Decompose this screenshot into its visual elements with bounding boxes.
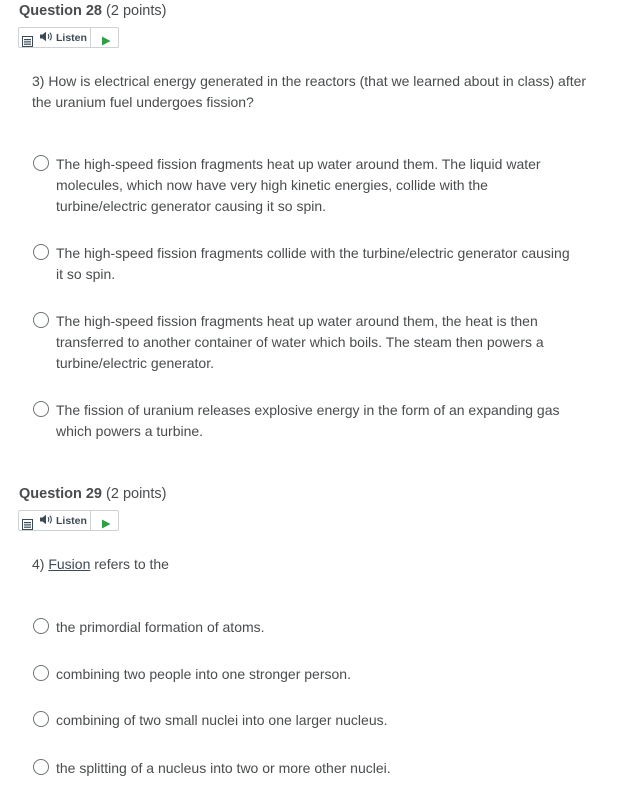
- fusion-term: Fusion: [48, 556, 91, 572]
- document-icon[interactable]: [22, 34, 33, 45]
- option-label: the primordial formation of atoms.: [56, 619, 265, 635]
- question-28-option-1[interactable]: [33, 154, 578, 217]
- question-29-option-2[interactable]: [33, 664, 578, 685]
- listen-label: Listen: [56, 31, 87, 44]
- question-28-stem: [32, 71, 592, 113]
- option-label: The high-speed fission fragments collide with the turbine/electric generator causing it so spin.: [56, 245, 570, 282]
- option-label: The high-speed fission fragments heat up water around them, the heat is then transferred to another container of water which boils. The steam then powers a turbine/electric generator.: [56, 313, 544, 371]
- option-label: The high-speed fission fragments heat up water around them. The liquid water molecules, which now have very high kinetic energies, collide with the turbine/electric generator causing it so spin.: [56, 156, 541, 214]
- listen-widget-29[interactable]: [18, 510, 119, 531]
- play-icon[interactable]: [101, 516, 111, 534]
- question-28-text: How is electrical energy generated in the reactors (that we learned about in class) after the uranium fuel undergoes fission?: [32, 73, 587, 110]
- question-29-header: [19, 486, 166, 502]
- listen-divider: [90, 28, 91, 47]
- radio-button[interactable]: [33, 244, 49, 260]
- question-28-option-3[interactable]: [33, 311, 578, 374]
- radio-button[interactable]: [33, 312, 49, 328]
- listen-button[interactable]: [39, 512, 87, 530]
- question-28-number: 3): [32, 73, 45, 89]
- radio-button[interactable]: [33, 665, 49, 681]
- question-29-option-1[interactable]: [33, 617, 578, 638]
- option-label: combining two people into one stronger person.: [56, 666, 351, 682]
- question-28-title: Question 28: [19, 3, 102, 19]
- radio-button[interactable]: [33, 155, 49, 171]
- question-28-header: [19, 3, 166, 19]
- radio-button[interactable]: [33, 401, 49, 417]
- option-label: combining of two small nuclei into one larger nucleus.: [56, 712, 388, 728]
- play-icon[interactable]: [101, 33, 111, 51]
- listen-label: Listen: [56, 514, 87, 527]
- speaker-icon: [39, 512, 53, 530]
- question-28-option-4[interactable]: [33, 400, 578, 442]
- document-icon[interactable]: [22, 517, 33, 528]
- question-28-option-2[interactable]: [33, 243, 578, 285]
- option-label: the splitting of a nucleus into two or more other nuclei.: [56, 760, 391, 776]
- speaker-icon: [39, 29, 53, 47]
- question-29-option-3[interactable]: [33, 710, 578, 731]
- radio-button[interactable]: [33, 618, 49, 634]
- question-29-stem: [32, 554, 592, 575]
- listen-widget-28[interactable]: [18, 27, 119, 48]
- option-label: The fission of uranium releases explosive energy in the form of an expanding gas which powers a turbine.: [56, 402, 560, 439]
- question-29-points: (2 points): [106, 486, 167, 502]
- question-29-number: 4): [32, 556, 45, 572]
- question-29-title: Question 29: [19, 486, 102, 502]
- listen-button[interactable]: [39, 29, 87, 47]
- question-29-option-4[interactable]: [33, 758, 578, 779]
- question-28-points: (2 points): [106, 3, 167, 19]
- question-29-text: refers to the: [94, 556, 169, 572]
- listen-divider: [90, 511, 91, 530]
- radio-button[interactable]: [33, 711, 49, 727]
- radio-button[interactable]: [33, 759, 49, 775]
